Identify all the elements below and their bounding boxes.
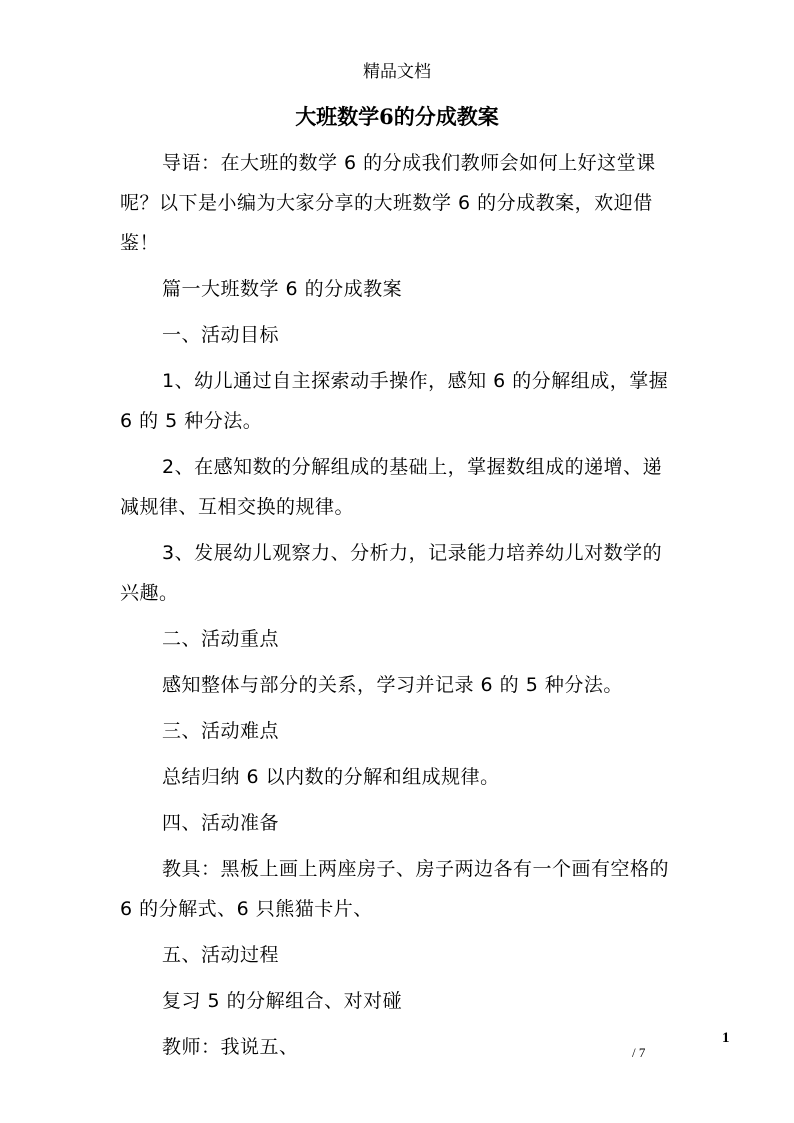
goal-item-2: 2、在感知数的分解组成的基础上，掌握数组成的递增、递减规律、互相交换的规律。	[120, 456, 663, 518]
goal-item-1: 1、幼儿通过自主探索动手操作，感知 6 的分解组成，掌握 6 的 5 种分法。	[120, 370, 669, 432]
focus-text: 感知整体与部分的关系，学习并记录 6 的 5 种分法。	[162, 674, 623, 696]
difficulty-text: 总结归纳 6 以内数的分解和组成规律。	[162, 766, 500, 788]
goal-item-3: 3、发展幼儿观察力、分析力，记录能力培养幼儿对数学的兴趣。	[120, 542, 663, 604]
document-header: 精品文档	[363, 62, 431, 82]
process-step-review: 复习 5 的分解组合、对对碰	[162, 990, 403, 1012]
page-number: 1	[722, 1030, 730, 1046]
process-step-teacher: 教师：我说五、	[162, 1036, 299, 1058]
document-title: 大班数学6的分成教案	[295, 104, 499, 129]
heading-activity-process: 五、活动过程	[162, 944, 280, 966]
page-total: / 7	[632, 1045, 646, 1060]
section-title: 篇一大班数学 6 的分成教案	[162, 278, 403, 300]
heading-activity-focus: 二、活动重点	[162, 628, 280, 650]
document-body	[120, 143, 680, 1073]
heading-activity-difficulty: 三、活动难点	[162, 720, 280, 742]
heading-activity-goals: 一、活动目标	[162, 324, 280, 346]
preparation-text: 教具：黑板上画上两座房子、房子两边各有一个画有空格的 6 的分解式、6 只熊猫卡片、	[120, 858, 670, 920]
intro-paragraph: 导语：在大班的数学 6 的分成我们教师会如何上好这堂课呢？以下是小编为大家分享的大班数学 6 的分成教案，欢迎借鉴！	[120, 152, 656, 254]
heading-activity-preparation: 四、活动准备	[162, 812, 280, 834]
